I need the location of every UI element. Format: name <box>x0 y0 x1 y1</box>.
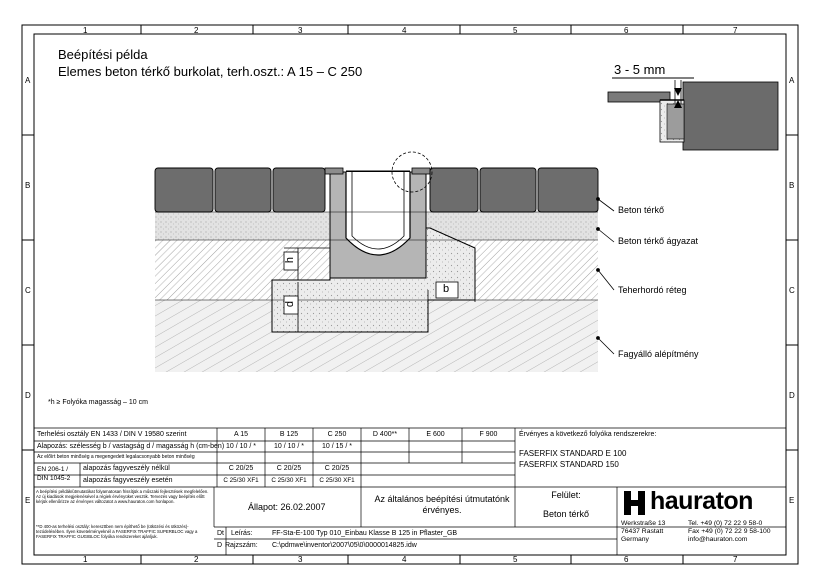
dim-h-label: h <box>284 256 297 264</box>
foundation-label: Alapozás: szélesség b / vastagság d / magasság h (cm-ben) <box>37 443 225 450</box>
row-label: D <box>25 391 31 400</box>
row-label: B <box>789 181 795 190</box>
row-label: E <box>789 496 795 505</box>
hauraton-logo-mark <box>624 491 645 515</box>
col-label: 2 <box>194 555 199 564</box>
address-city: 76437 Rastatt <box>621 528 664 535</box>
col-label: 7 <box>733 26 738 35</box>
row-label: D <box>789 391 795 400</box>
address-country: Germany <box>621 536 649 543</box>
min-quality-label: Az előírt beton minőség a megengedett legalacsonyabb beton minőség <box>37 454 195 460</box>
foundation-a15: 10 / 10 / * <box>226 443 256 450</box>
row-label: A <box>25 76 31 85</box>
standard-label: EN 206-1 / DIN 1045-2 <box>37 466 71 482</box>
frost-yes-c250: C 25/30 XF1 <box>319 477 355 484</box>
row-label: A <box>789 76 795 85</box>
dim-d-label: d <box>284 300 297 308</box>
col-label: 3 <box>298 555 303 564</box>
frost-no-b125: C 20/25 <box>276 465 302 472</box>
file-prefix: D <box>217 542 223 549</box>
desc-prefix: Dt <box>217 530 224 537</box>
system-e100: FASERFIX STANDARD E 100 <box>519 449 627 458</box>
disclaimer-update: A beépítési példák/útmutatókat folyamatosan frissítjük a műszaki fejlesztések megfelelően. Az új kiadások megjelenésével a régiek érvényüket vesztik. Tervezés vagy beépítés előtt kérjük ellenőrizze az érvényes változatot a www.hauraton.com honlapon. <box>36 489 209 504</box>
disclaimer-d400: **D 400-as terhelési osztály: kereszttben nem építhető be (ütközési és ütközés)-tezódelésében. Ilyen követelményeknél a FASERFIX TRAFFIC SUPERBLOC vagy a FASERFIX TRAFFIC GUGIBLOC folyóka rendszereket ajánljuk. <box>36 524 198 539</box>
drawing-subtitle: Elemes beton térkő burkolat, terh.oszt.: A 15 – C 250 <box>58 64 363 79</box>
class-a15: A 15 <box>233 431 248 438</box>
label-bedding: Beton térkő ágyazat <box>618 236 699 246</box>
revision-date: Állapot: 26.02.2007 <box>248 502 326 512</box>
label-base: Teherhordó réteg <box>618 285 687 295</box>
frost-yes-a15: C 25/30 XF1 <box>223 477 259 484</box>
foundation-b125: 10 / 10 / * <box>274 443 304 450</box>
col-label: 2 <box>194 26 199 35</box>
label-paver: Beton térkő <box>618 205 665 215</box>
file-label: Rajzszám: <box>225 542 258 549</box>
col-label: 6 <box>624 26 629 35</box>
row-label: B <box>25 181 31 190</box>
frost-yes-label: alapozás fagyveszély esetén <box>83 477 173 484</box>
surface-label: Felület: <box>551 490 581 500</box>
row-label: C <box>25 286 31 295</box>
col-label: 5 <box>513 26 518 35</box>
contact-email: info@hauraton.com <box>688 536 748 543</box>
desc-value: FF-Sta-E-100 Typ 010_Einbau Klasse B 125 in Pflaster_GB <box>272 530 458 537</box>
foundation-c250: 10 / 15 / * <box>322 443 352 450</box>
class-c250: C 250 <box>327 431 347 438</box>
class-d400: D 400** <box>372 431 398 438</box>
col-label: 4 <box>402 26 407 35</box>
system-150: FASERFIX STANDARD 150 <box>519 460 619 469</box>
contact-fax: Fax +49 (0) 72 22 9 58-100 <box>688 528 771 535</box>
cross-section <box>155 152 598 372</box>
address-street: Werkstraße 13 <box>621 520 666 527</box>
col-label: 1 <box>83 26 88 35</box>
load-class-label: Terhelési osztály EN 1433 / DIN V 19580 szerint <box>37 431 187 438</box>
col-label: 7 <box>733 555 738 564</box>
file-value: C:\pdmwe\inventor\2007\05\0\0000014825.idw <box>272 542 417 549</box>
row-label: E <box>25 496 31 505</box>
frost-yes-b125: C 25/30 XF1 <box>271 477 307 484</box>
col-label: 4 <box>402 555 407 564</box>
row-label: C <box>789 286 795 295</box>
col-label: 5 <box>513 555 518 564</box>
height-note: *h ≥ Folyóka magasság – 10 cm <box>48 399 148 406</box>
gap-dimension-label: 3 - 5 mm <box>614 62 666 77</box>
valid-systems-label: Érvényes a következő folyóka rendszerekre: <box>519 431 657 438</box>
hauraton-logo-text: hauraton <box>650 487 753 515</box>
frost-no-label: alapozás fagyveszély nélkül <box>83 465 170 472</box>
label-subbase: Fagyálló alépítmény <box>618 349 699 359</box>
col-label: 6 <box>624 555 629 564</box>
gap-detail <box>608 78 780 154</box>
class-b125: B 125 <box>279 431 299 438</box>
frost-no-c250: C 20/25 <box>324 465 350 472</box>
surface-value: Beton térkő <box>542 509 590 519</box>
col-label: 3 <box>298 26 303 35</box>
general-instructions-note: Az általános beépítési útmutatónk érvényes. <box>374 494 510 515</box>
drawing-title: Beépítési példa <box>58 47 148 62</box>
col-label: 1 <box>83 555 88 564</box>
class-e600: E 600 <box>426 431 445 438</box>
class-f900: F 900 <box>479 431 498 438</box>
contact-tel: Tel. +49 (0) 72 22 9 58-0 <box>688 520 763 527</box>
desc-label: Leírás: <box>231 530 253 537</box>
frost-no-a15: C 20/25 <box>228 465 254 472</box>
dim-b-label: b <box>443 283 450 295</box>
